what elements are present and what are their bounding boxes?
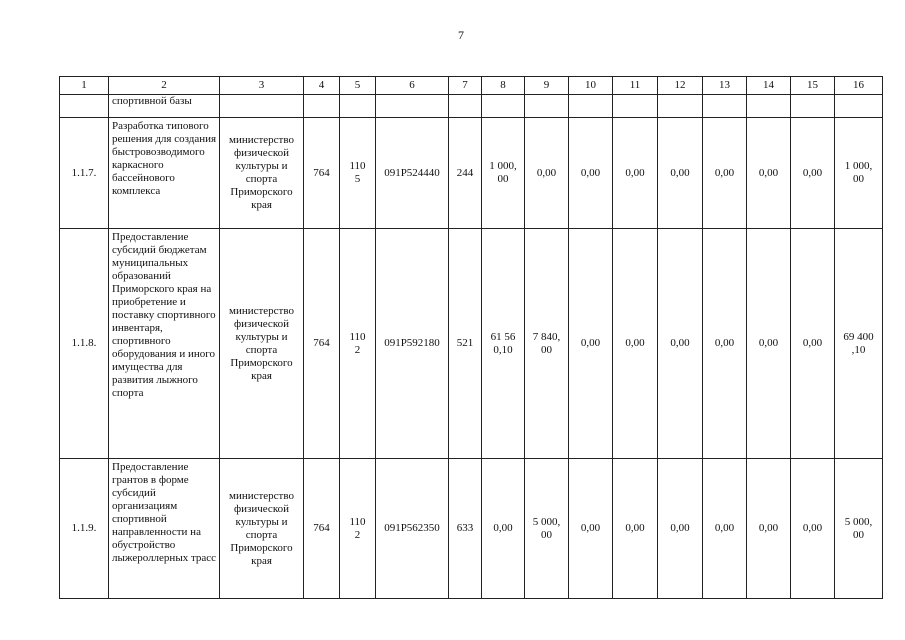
row-department: министерство физической культуры и спорта Приморского края	[220, 459, 304, 599]
row-c13: 0,00	[703, 118, 747, 229]
c9-line1: 7 840,	[532, 330, 561, 343]
table-cell	[340, 95, 376, 118]
row-c6: 091P562350	[376, 459, 449, 599]
c9-line1: 5 000,	[532, 515, 561, 528]
table-row	[60, 118, 883, 229]
row-department: министерство физической культуры и спорта Приморского края	[220, 229, 304, 459]
table-cell	[482, 95, 525, 118]
row-c14: 0,00	[747, 229, 791, 459]
column-header: 3	[220, 77, 304, 95]
row-description-text: Предоставление субсидий бюджетам муниципальных образований Приморского края на приобретение и поставку спортивного инвентаря, спортивного оборудования и иного имущества для развития лыжного спорта	[112, 231, 216, 399]
row-c9	[525, 229, 569, 459]
c16-line2: ,10	[851, 343, 866, 356]
row-description-text: Разработка типового решения для создания быстровозводимого каркасного бассейнового комплекса	[112, 120, 217, 197]
row-c10: 0,00	[569, 229, 613, 459]
row-c16	[835, 459, 883, 599]
c9-line2: 00	[541, 343, 552, 356]
c5-line1: 110	[349, 515, 366, 528]
table-cell	[569, 95, 613, 118]
c16-line2: 00	[853, 528, 864, 541]
row-department: министерство физической культуры и спорта Приморского края	[220, 118, 304, 229]
row-c10: 0,00	[569, 459, 613, 599]
row-c12: 0,00	[658, 459, 703, 599]
c5-line2: 2	[354, 343, 361, 356]
row-c4: 764	[304, 118, 340, 229]
column-header: 9	[525, 77, 569, 95]
column-header: 11	[613, 77, 658, 95]
row-c15: 0,00	[791, 459, 835, 599]
row-c14: 0,00	[747, 118, 791, 229]
table-cell	[220, 95, 304, 118]
table-cell	[60, 95, 109, 118]
row-c7: 633	[449, 459, 482, 599]
table-row	[60, 459, 883, 599]
row-code: 1.1.9.	[60, 459, 109, 599]
row-c12: 0,00	[658, 118, 703, 229]
row-c7: 244	[449, 118, 482, 229]
c8-line1: 61 56	[490, 330, 516, 343]
column-header: 7	[449, 77, 482, 95]
row-c8: 0,00	[482, 459, 525, 599]
row-c10: 0,00	[569, 118, 613, 229]
c5-line2: 2	[354, 528, 361, 541]
table-cell	[658, 95, 703, 118]
row-c9: 0,00	[525, 118, 569, 229]
row-c7: 521	[449, 229, 482, 459]
column-header: 16	[835, 77, 883, 95]
table-cell	[376, 95, 449, 118]
row-c13: 0,00	[703, 459, 747, 599]
row-c6: 091P592180	[376, 229, 449, 459]
column-header: 4	[304, 77, 340, 95]
row-c5	[340, 118, 376, 229]
row-c16	[835, 229, 883, 459]
row-c5	[340, 459, 376, 599]
column-header: 12	[658, 77, 703, 95]
row-c5	[340, 229, 376, 459]
column-header: 10	[569, 77, 613, 95]
table-cell	[747, 95, 791, 118]
table-cell	[449, 95, 482, 118]
table-cell	[791, 95, 835, 118]
c5-line2: 5	[354, 173, 361, 185]
continuation-row	[60, 95, 883, 118]
c9-line2: 00	[541, 528, 552, 541]
c8-line1: 1 000,	[489, 160, 517, 172]
row-description	[109, 459, 220, 599]
table-cell	[304, 95, 340, 118]
row-c8	[482, 229, 525, 459]
row-c13: 0,00	[703, 229, 747, 459]
row-c11: 0,00	[613, 229, 658, 459]
table-row	[60, 229, 883, 459]
row-c11: 0,00	[613, 459, 658, 599]
table-cell	[613, 95, 658, 118]
row-description-text: Предоставление грантов в форме субсидий организациям спортивной направленности на обустройство лыжероллерных трасс	[112, 461, 217, 564]
column-header: 5	[340, 77, 376, 95]
c8-line2: 0,10	[493, 343, 513, 356]
c16-line1: 5 000,	[844, 515, 873, 528]
row-c15: 0,00	[791, 118, 835, 229]
column-header: 13	[703, 77, 747, 95]
row-c6: 091P524440	[376, 118, 449, 229]
row-c11: 0,00	[613, 118, 658, 229]
row-c14: 0,00	[747, 459, 791, 599]
row-description	[109, 229, 220, 459]
table-cell	[703, 95, 747, 118]
row-code: 1.1.7.	[60, 118, 109, 229]
column-header: 15	[791, 77, 835, 95]
table-cell	[835, 95, 883, 118]
page-number: 7	[458, 28, 464, 42]
c5-line1: 110	[349, 330, 366, 343]
row-c9	[525, 459, 569, 599]
c5-line1: 110	[349, 160, 366, 172]
table-cell	[525, 95, 569, 118]
row-c4: 764	[304, 229, 340, 459]
column-header: 8	[482, 77, 525, 95]
row-c16	[835, 118, 883, 229]
column-header: 14	[747, 77, 791, 95]
c16-line1: 69 400	[843, 330, 874, 343]
continuation-description: спортивной базы	[109, 95, 220, 118]
c16-line2: 00	[853, 173, 864, 185]
column-number-header-row	[60, 77, 883, 95]
row-c15: 0,00	[791, 229, 835, 459]
column-header: 1	[60, 77, 109, 95]
program-table	[59, 76, 883, 599]
column-header: 6	[376, 77, 449, 95]
row-code: 1.1.8.	[60, 229, 109, 459]
row-c8	[482, 118, 525, 229]
c16-line1: 1 000,	[844, 160, 873, 172]
row-c4: 764	[304, 459, 340, 599]
c8-line2: 00	[497, 173, 509, 185]
column-header: 2	[109, 77, 220, 95]
row-description	[109, 118, 220, 229]
row-c12: 0,00	[658, 229, 703, 459]
